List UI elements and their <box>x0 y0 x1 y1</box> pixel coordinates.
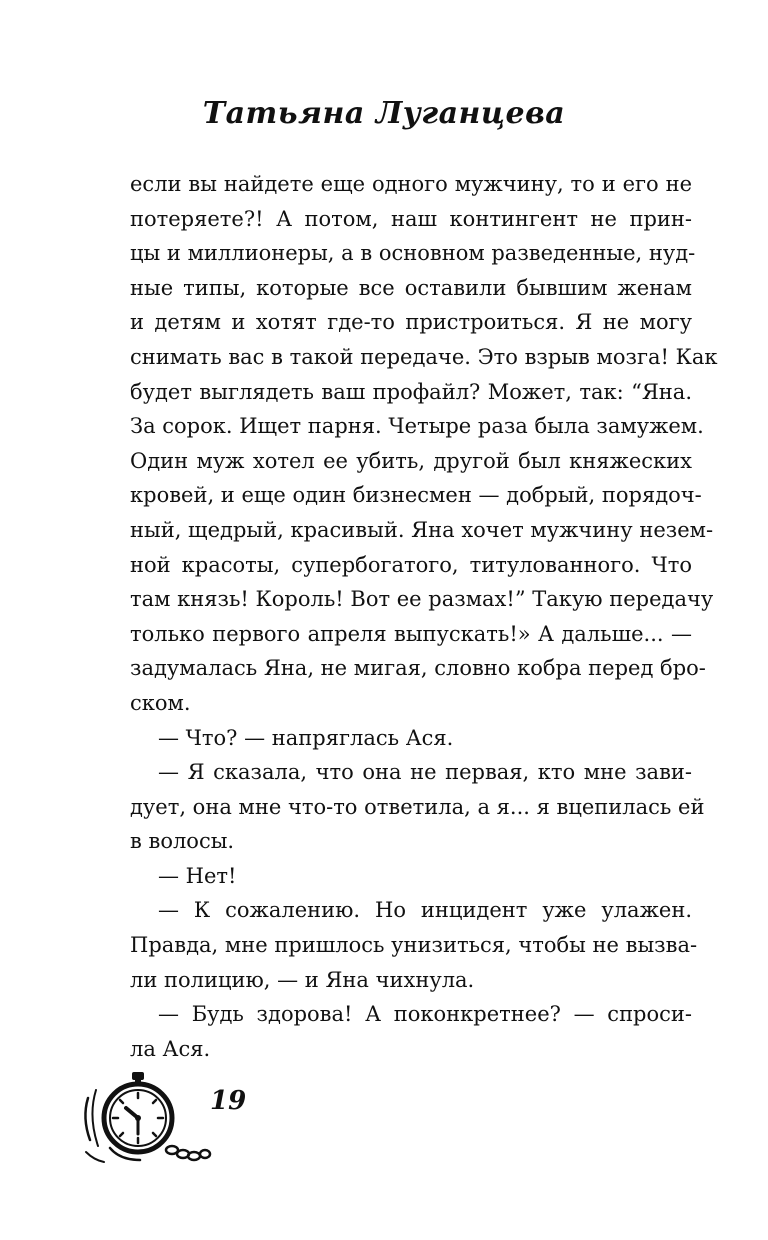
text-line: только первого апреля выпускать!» А дальше... — <box>130 621 692 646</box>
text-line: ла Ася. <box>130 1036 211 1061</box>
text-line: — Будь здорова! А поконкретнее? — спроси- <box>158 1002 692 1027</box>
text-line: если вы найдете еще одного мужчину, то и его не <box>130 172 692 196</box>
text-line: снимать вас в такой передаче. Это взрыв мозга! Как <box>130 344 718 369</box>
text-line: цы и миллионеры, а в основном разведенные, нуд- <box>130 241 696 266</box>
text-line: — К сожалению. Но инцидент уже улажен. <box>158 898 692 923</box>
text-line: ли полицию, — и Яна чихнула. <box>130 967 475 992</box>
page-number: 19 <box>210 1086 247 1116</box>
text-line: задумалась Яна, не мигая, словно кобра перед бро- <box>130 656 706 681</box>
text-line: кровей, и еще один бизнесмен — добрый, порядоч- <box>130 483 702 508</box>
text-line: ском. <box>130 690 191 715</box>
text-line: в волосы. <box>130 829 235 854</box>
text-line: ные типы, которые все оставили бывшим женам <box>130 275 692 300</box>
text-line: будет выглядеть ваш профайл? Может, так: “Яна. <box>130 379 692 404</box>
text-line: — Я сказала, что она не первая, кто мне зави- <box>158 760 692 785</box>
page-footer <box>80 1068 300 1168</box>
text-line: там князь! Король! Вот ее размах!” Такую передачу <box>130 587 714 612</box>
text-line: и детям и хотят где-то пристроиться. Я не могу <box>130 310 692 335</box>
text-line: За сорок. Ищет парня. Четыре раза была замужем. <box>130 414 704 439</box>
text-line: дует, она мне что-то ответила, а я... я вцепилась ей <box>130 794 705 819</box>
text-line: Один муж хотел ее убить, другой был княжеских <box>130 448 692 473</box>
body-text <box>130 167 718 1066</box>
pocket-watch-icon <box>80 1068 220 1168</box>
text-line: Правда, мне пришлось унизиться, чтобы не вызва- <box>130 933 698 958</box>
text-line: ный, щедрый, красивый. Яна хочет мужчину незем- <box>130 517 714 542</box>
text-line: потеряете?! А потом, наш контингент не прин- <box>130 206 692 231</box>
text-line: — Что? — напряглась Ася. <box>158 725 454 750</box>
running-header-author: Татьяна Луганцева <box>202 96 566 131</box>
text-line: — Нет! <box>158 863 237 888</box>
text-line: ной красоты, супербогатого, титулованного. Что <box>130 552 692 577</box>
